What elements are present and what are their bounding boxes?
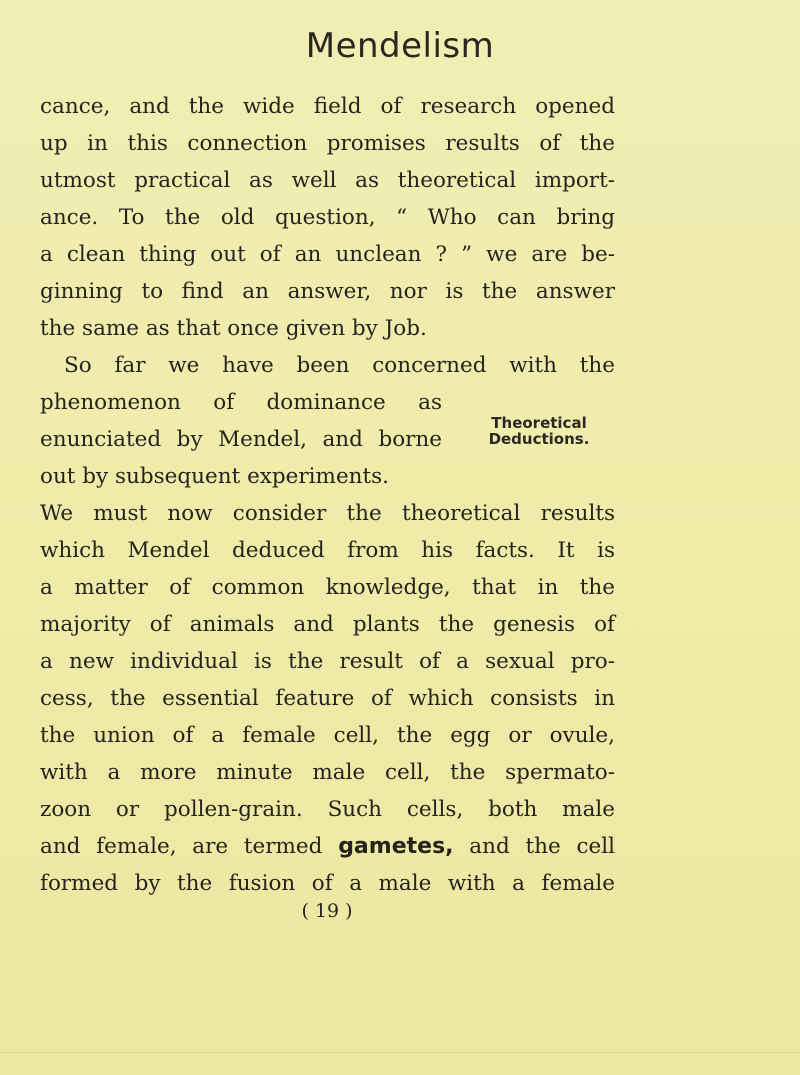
text-run: and female, are termed <box>40 834 339 859</box>
page-number: ( 19 ) <box>301 900 353 922</box>
key-term: gametes, <box>338 834 454 859</box>
text-line: So far we have been concerned with the <box>64 353 615 378</box>
text-line: a matter of common knowledge, that in the <box>40 575 615 600</box>
text-line: phenomenon of dominance as <box>40 390 442 415</box>
text-line: formed by the fusion of a male with a female <box>40 871 615 896</box>
text-line: cance, and the wide field of research opened <box>40 94 615 119</box>
text-line: up in this connection promises results of the <box>40 131 615 156</box>
running-head: Mendelism <box>305 26 495 66</box>
text-line: a new individual is the result of a sexual pro- <box>40 649 615 674</box>
text-line: with a more minute male cell, the spermato- <box>40 760 615 785</box>
text-line: majority of animals and plants the genesis of <box>40 612 615 637</box>
side-note-line: Theoretical <box>491 414 587 432</box>
text-line <box>40 832 615 861</box>
text-line: which Mendel deduced from his facts. It is <box>40 538 615 563</box>
text-run: and the cell <box>453 834 615 859</box>
text-line: a clean thing out of an unclean ? ” we are be- <box>40 242 615 267</box>
side-note-line: Deductions. <box>488 430 590 448</box>
text-line: zoon or pollen-grain. Such cells, both male <box>40 797 615 822</box>
text-line: utmost practical as well as theoretical import- <box>40 168 615 193</box>
text-line: ance. To the old question, “ Who can bring <box>40 205 615 230</box>
text-line: enunciated by Mendel, and borne <box>40 427 442 452</box>
side-note <box>471 415 607 447</box>
text-line: out by subsequent experiments. <box>40 464 390 489</box>
text-line: the same as that once given by Job. <box>40 316 427 341</box>
text-line: We must now consider the theoretical results <box>40 501 615 526</box>
text-line: the union of a female cell, the egg or ovule, <box>40 723 615 748</box>
text-line: ginning to find an answer, nor is the answer <box>40 279 615 304</box>
text-line: cess, the essential feature of which consists in <box>40 686 615 711</box>
page-edge-divider <box>0 1052 800 1053</box>
